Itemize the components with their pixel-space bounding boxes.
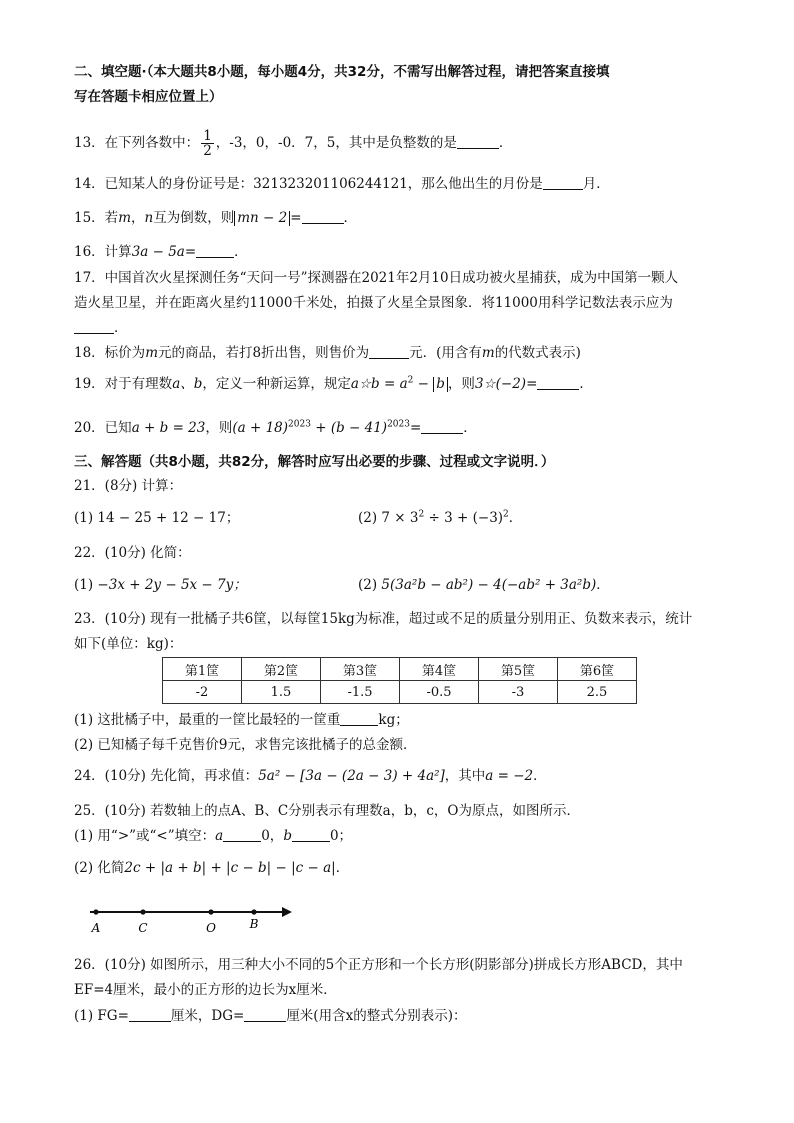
table-header-cell: 第3筐 bbox=[321, 658, 400, 681]
point-a bbox=[93, 909, 98, 914]
point-o bbox=[208, 909, 213, 914]
answer-blank[interactable] bbox=[129, 1007, 171, 1022]
table-header-row bbox=[163, 658, 637, 681]
question-18: 18．标价为m元的商品，若打8折出售，则售价为 元．(用含有m的代数式表示) bbox=[74, 345, 581, 361]
answer-blank[interactable] bbox=[244, 1007, 286, 1022]
question-21-head: 21．(8分) 计算： bbox=[74, 478, 183, 494]
answer-blank[interactable] bbox=[369, 344, 409, 359]
question-23-part-1: (1) 这批橘子中，最重的一筐比最轻的一筐重 kg； bbox=[74, 712, 409, 728]
table-header-cell: 第2筐 bbox=[242, 658, 321, 681]
point-b bbox=[251, 909, 256, 914]
question-23-line-1: 23．(10分) 现有一批橘子共6筐，以每筐15kg为标准，超过或不足的质量分别用正、负数来表示，统计 bbox=[74, 611, 693, 627]
table-header-cell: 第6筐 bbox=[558, 658, 637, 681]
answer-blank[interactable] bbox=[421, 419, 463, 434]
question-23-line-2: 如下(单位：kg)： bbox=[74, 636, 183, 652]
question-25-part-2: (2) 化简2c + |a + b| + |c − b| − |c − a|． bbox=[74, 860, 350, 876]
question-26-line-2: EF=4厘米，最小的正方形的边长为x厘米． bbox=[74, 982, 337, 998]
label-o: O bbox=[206, 921, 216, 935]
question-23-part-2: (2) 已知橘子每千克售价9元，求售完该批橘子的总金额． bbox=[74, 737, 417, 753]
answer-blank[interactable] bbox=[223, 827, 261, 842]
answer-blank[interactable] bbox=[196, 243, 234, 258]
answer-blank[interactable] bbox=[543, 175, 583, 190]
table-cell: 1.5 bbox=[242, 681, 321, 704]
question-22-part-2: (2) 5(3a²b − ab²) − 4(−ab² + 3a²b)． bbox=[358, 577, 610, 593]
question-22-head: 22．(10分) 化简： bbox=[74, 545, 191, 561]
question-17-line-1: 17．中国首次火星探测任务“天问一号”探测器在2021年2月10日成功被火星捕获，成为中国第一颗人 bbox=[74, 270, 679, 286]
table-header-cell: 第1筐 bbox=[163, 658, 242, 681]
question-25-line-1: 25．(10分) 若数轴上的点A、B、C分别表示有理数a，b，c，O为原点，如图所示． bbox=[74, 803, 580, 819]
table-cell: -2 bbox=[163, 681, 242, 704]
answer-blank[interactable] bbox=[292, 827, 330, 842]
question-13: 13．在下列各数中： $\frac{1}{2}$ ，-3，0，-0．7，5，其中是负整数的是 ． bbox=[74, 128, 513, 159]
label-b: B bbox=[249, 917, 259, 931]
question-26-part-1: (1) FG= 厘米，DG= 厘米(用含x的整式分别表示)： bbox=[74, 1008, 467, 1024]
section-3-title: 三、解答题（共8小题，共82分，解答时应写出必要的步骤、过程或文字说明．） bbox=[74, 454, 555, 470]
question-14: 14．已知某人的身份证号是：321323201106244121，那么他出生的月份是 月． bbox=[74, 176, 610, 192]
answer-blank[interactable] bbox=[340, 711, 378, 726]
label-c: C bbox=[138, 921, 148, 935]
basket-weight-table bbox=[162, 657, 637, 704]
arrow-head-icon bbox=[282, 907, 292, 917]
question-20: 20．已知a + b = 23，则$(a + 18)^{2023} + (b - 41)^{2023}=$ ． bbox=[74, 419, 477, 436]
question-17-line-2: 造火星卫星，并在距离火星约11000千米处，拍摄了火星全景图象．将11000用科学记数法表示应为 bbox=[74, 295, 673, 311]
question-24: 24．(10分) 先化简，再求值：5a² − [3a − (2a − 3) + 4a²]，其中a = −2． bbox=[74, 768, 547, 784]
question-25-part-1: (1) 用“>”或“<”填空：a 0，b 0； bbox=[74, 828, 353, 844]
table-row bbox=[163, 681, 637, 704]
table-cell: -0.5 bbox=[400, 681, 479, 704]
point-c bbox=[140, 909, 145, 914]
table-header-cell: 第5筐 bbox=[479, 658, 558, 681]
table-cell: -1.5 bbox=[321, 681, 400, 704]
table-header-cell: 第4筐 bbox=[400, 658, 479, 681]
question-26-line-1: 26．(10分) 如图所示，用三种大小不同的5个正方形和一个长方形(阴影部分)拼成长方形ABCD，其中 bbox=[74, 957, 683, 973]
question-16: 16．计算3a − 5a= ． bbox=[74, 244, 248, 260]
question-21-part-2: (2) $7 \times 3^2 \div 3 + (-3)^2$． bbox=[358, 509, 523, 526]
section-2-title-cont: 写在答题卡相应位置上） bbox=[74, 89, 223, 105]
question-21-part-1: (1) 14 − 25 + 12 − 17； bbox=[74, 510, 240, 526]
answer-blank[interactable] bbox=[302, 209, 344, 224]
table-cell: 2.5 bbox=[558, 681, 637, 704]
question-17-line-3: ． bbox=[74, 318, 128, 338]
answer-blank[interactable] bbox=[457, 134, 499, 149]
question-22-part-1: (1) −3x + 2y − 5x − 7y； bbox=[74, 577, 247, 593]
question-15: 15．若m，n互为倒数，则 mn − 2 = ． bbox=[74, 210, 357, 226]
number-line-figure bbox=[86, 900, 296, 936]
answer-blank[interactable] bbox=[537, 375, 579, 390]
table-cell: -3 bbox=[479, 681, 558, 704]
section-2-title: 二、填空题·（本大题共8小题，每小题4分，共32分，不需写出解答过程，请把答案直接填 bbox=[74, 64, 610, 80]
label-a: A bbox=[91, 921, 101, 935]
answer-blank[interactable] bbox=[74, 319, 114, 334]
fraction-half: $\frac{1}{2}$ bbox=[203, 128, 212, 159]
question-19: 19．对于有理数a、b，定义一种新运算，规定a☆b = $a^2 - b$ ，则3☆(−2)= ． bbox=[74, 375, 593, 392]
